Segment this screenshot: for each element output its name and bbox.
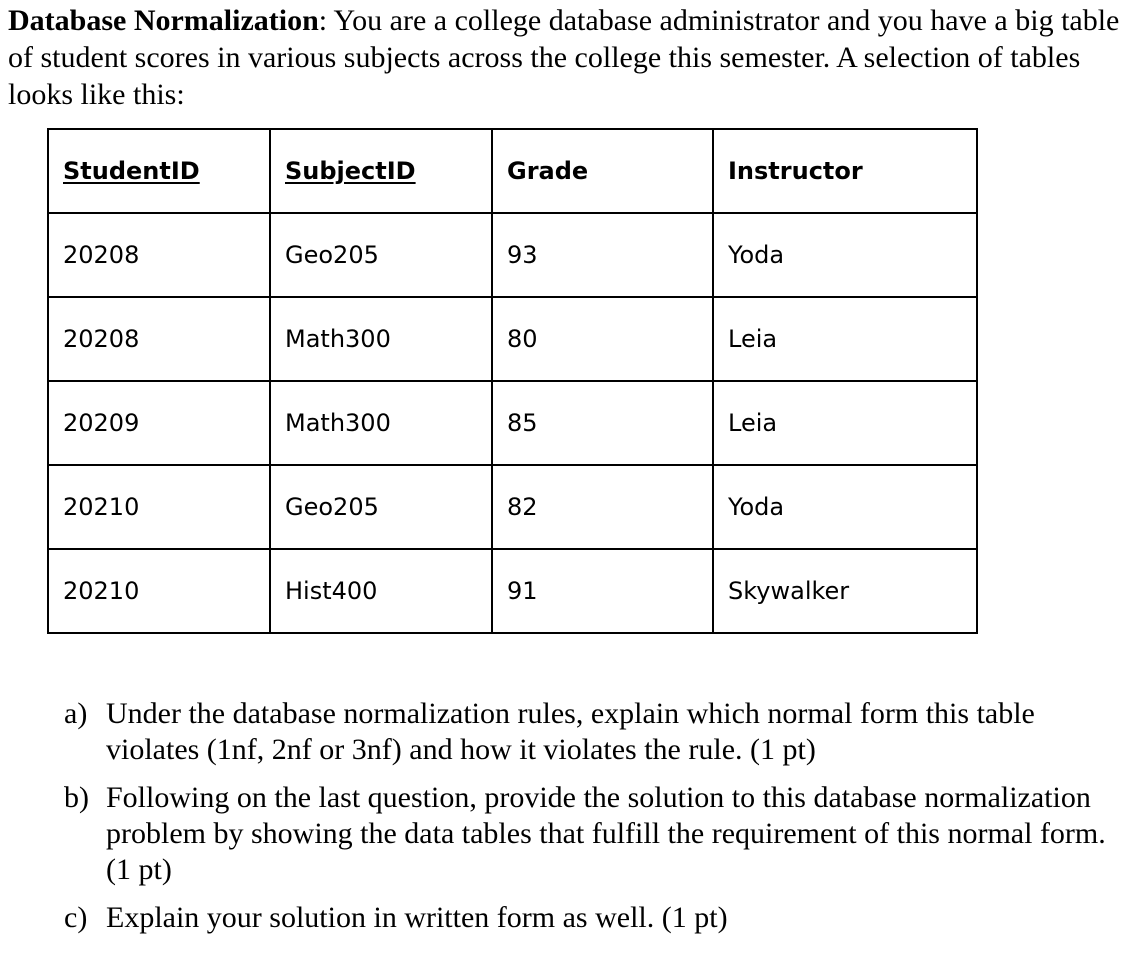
header-grade: Grade [492,129,713,213]
cell-grade: 82 [492,465,713,549]
cell-subjectid: Math300 [270,381,492,465]
cell-instructor: Yoda [713,465,977,549]
cell-studentid: 20208 [48,213,270,297]
question-b [64,780,1134,888]
table-row [48,297,977,381]
cell-subjectid: Math300 [270,297,492,381]
cell-grade: 91 [492,549,713,633]
header-subjectid: SubjectID [270,129,492,213]
table-row [48,465,977,549]
cell-instructor: Yoda [713,213,977,297]
table-row [48,213,977,297]
question-marker: c) [64,901,88,934]
intro-bold-lead: Database Normalization [8,4,319,37]
cell-grade: 93 [492,213,713,297]
cell-subjectid: Hist400 [270,549,492,633]
cell-grade: 80 [492,297,713,381]
cell-studentid: 20208 [48,297,270,381]
table-row [48,549,977,633]
cell-studentid: 20210 [48,465,270,549]
question-text: Explain your solution in written form as well. (1 pt) [106,901,728,934]
header-instructor: Instructor [713,129,977,213]
cell-instructor: Leia [713,381,977,465]
intro-text: : You are a college database administrator and you have a big table of student scores in various subjects across the college this semester. A selection of tables looks like this: [8,4,1120,111]
cell-grade: 85 [492,381,713,465]
cell-subjectid: Geo205 [270,213,492,297]
student-scores-table [47,128,978,634]
cell-studentid: 20210 [48,549,270,633]
cell-subjectid: Geo205 [270,465,492,549]
table-row [48,381,977,465]
question-c [64,900,1134,936]
question-a [64,696,1134,768]
cell-instructor: Skywalker [713,549,977,633]
cell-instructor: Leia [713,297,977,381]
table-header-row [48,129,977,213]
header-studentid: StudentID [48,129,270,213]
question-text: Under the database normalization rules, explain which normal form this table violates (1nf, 2nf or 3nf) and how it violates the rule. (1 pt) [106,697,1035,766]
question-marker: b) [64,781,89,814]
question-text: Following on the last question, provide the solution to this database normalization problem by showing the data tables that fulfill the requirement of this normal form. (1 pt) [106,781,1106,886]
cell-studentid: 20209 [48,381,270,465]
intro-paragraph [8,2,1128,113]
question-marker: a) [64,697,88,730]
question-list [64,696,1134,948]
